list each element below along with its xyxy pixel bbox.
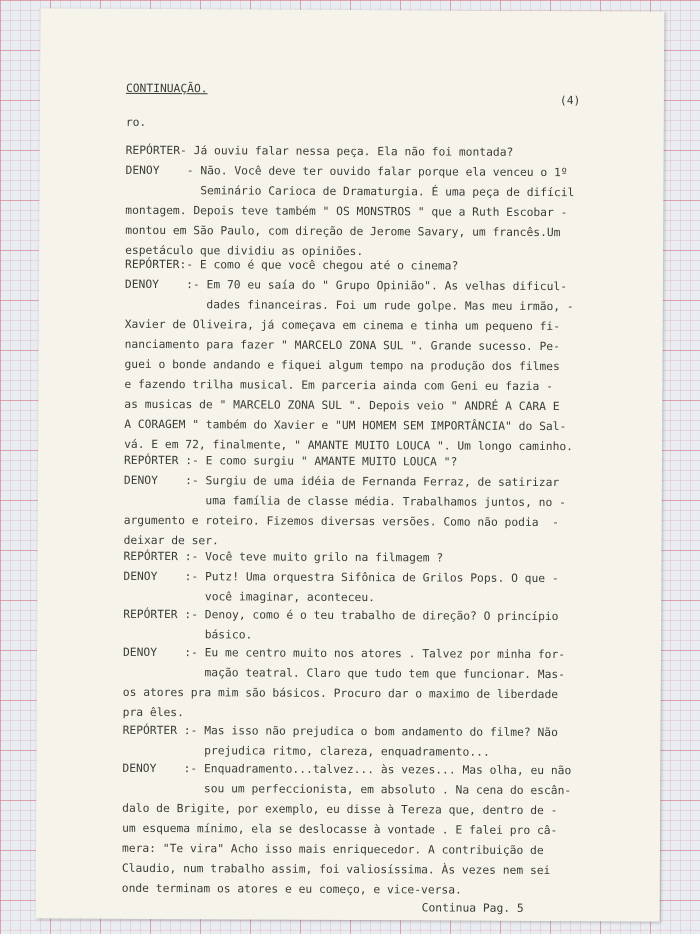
text-line: argumento e roteiro. Fizemos diversas versões. Como não podia - [123, 513, 560, 530]
text-line: REPÓRTER:- E como é que você chegou até o cinema? [125, 257, 459, 273]
text-line: pra êles. [122, 705, 184, 720]
text-line: DENOY :- Eu me centro muito nos atores . Talvez por minha for- [122, 645, 566, 662]
text-line: básico. [123, 627, 253, 642]
text-line: uma família de classe média. Trabalhamos juntos, no - [123, 493, 566, 510]
text-line: REPÓRTER :- E como surgiu " AMANTE MUITO LOUCA "? [123, 453, 458, 469]
text-line: prejudica ritmo, clareza, enquadramento... [122, 743, 490, 759]
text-line: nanciamento para fazer " MARCELO ZONA SUL ". Grande sucesso. Pe- [124, 337, 560, 354]
text-line: você imaginar, aconteceu. [123, 589, 375, 605]
text-line: Claudio, num trabalho assim, foi valiosíssima. Às vezes nem sei [121, 861, 551, 878]
text-line: e fazendo trilha musical. Em parceria ainda com Geni eu fazia - [124, 377, 553, 394]
text-line: DENOY :- Putz! Uma orquestra Sifônica de Grilos Pops. O que - [123, 569, 559, 586]
text-line: onde terminam os atores e eu começo, e vice-versa. [121, 881, 462, 897]
typed-page [36, 8, 665, 921]
text-line: A CORAGEM " também do Xavier e "UM HOMEM SEM IMPORTÂNCIA" do Sal- [124, 417, 567, 434]
page-number: (4) [559, 94, 581, 108]
continuation-note: Continua Pag. 5 [421, 901, 524, 915]
text-line: dades financeiras. Foi um rude golpe. Mas meu irmão, - [124, 297, 574, 314]
text-line: Xavier de Oliveira, já começava em cinema e tinha um pequeno fi- [124, 317, 561, 334]
text-line: REPÓRTER :- Você teve muito grilo na filmagem ? [123, 549, 444, 565]
text-line: DENOY :- Surgiu de uma idéia de Fernanda Ferraz, de satirizar [123, 473, 560, 490]
text-line: guei o bonde andando e fiquei algum tempo na produção dos filmes [124, 357, 560, 374]
text-line: REPÓRTER :- Denoy, como é o teu trabalho de direção? O princípio [123, 607, 559, 624]
text-line: montou em São Paulo, com direção de Jerome Savary, um francês.Um [125, 223, 561, 240]
text-line: mação teatral. Claro que tudo tem que funcionar. Mas- [122, 665, 566, 682]
text-line: montagem. Depois teve também " OS MONSTROS " que a Ruth Escobar - [125, 203, 568, 220]
text-line: REPÓRTER- Já ouviu falar nessa peça. Ela não foi montada? [125, 143, 514, 159]
text-line: DENOY :- Em 70 eu saía do " Grupo Opinião". As velhas dificul- [124, 277, 568, 294]
text-line: espetáculo que dividiu as opiniões. [125, 243, 364, 259]
text-line: DENOY :- Enquadramento...talvez... às vezes... Mas olha, eu não [122, 761, 572, 778]
text-line: DENOY - Não. Você deve ter ouvido falar porque ela venceu o 1º [125, 163, 568, 180]
text-line: um esquema mínimo, ela se deslocasse à vontade . E falei pro câ- [122, 821, 558, 838]
page-heading: CONTINUAÇÃO. [125, 81, 208, 96]
text-line: dalo de Brigite, por exemplo, eu disse à Tereza que, dentro de - [122, 801, 558, 818]
text-line: as musicas de " MARCELO ZONA SUL ". Depois veio " ANDRÉ A CARA E [124, 397, 560, 414]
text-line: vá. E em 72, finalmente, " AMANTE MUITO LOUCA ". Um longo caminho. [124, 437, 574, 454]
text-line: deixar de ser. [123, 533, 219, 548]
text-line: ro. [125, 115, 147, 129]
text-line: mera: "Te vira" Acho isso mais enriquecedor. A contribuição de [121, 841, 544, 858]
text-line: sou um perfeccionista, em absoluto . Na cena do escân- [122, 781, 572, 798]
text-line: REPÓRTER :- Mas isso não prejudica o bom andamento do filme? Não [122, 723, 558, 740]
text-line: Seminário Carioca de Dramaturgia. É uma peça de difícil [125, 183, 575, 200]
text-line: os atores pra mim são básicos. Procuro dar o maximo de liberdade [122, 685, 559, 702]
